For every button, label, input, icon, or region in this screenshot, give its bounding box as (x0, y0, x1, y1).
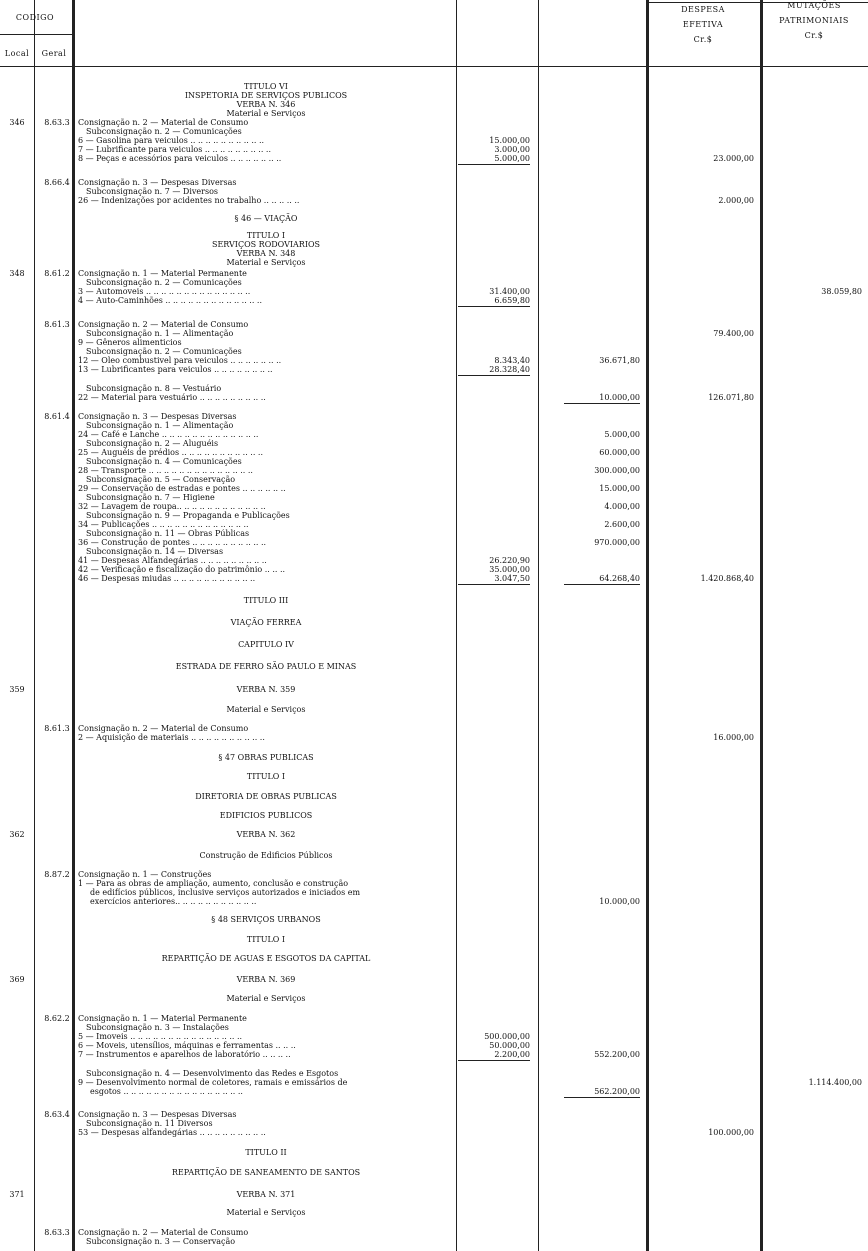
amount-despesa-efetiva: 23.000,00 (713, 154, 754, 163)
code-geral: 8.63.4 (44, 1110, 70, 1119)
amount-col2: 970.000,00 (594, 538, 640, 547)
amount-col1: 35.000,00 (489, 565, 530, 574)
subtotal-rule (564, 584, 640, 585)
amount-despesa-efetiva: 126.071,80 (708, 393, 754, 402)
line-description: 3 — Automoveis .. .. .. .. .. .. .. .. .. .. .. .. .. .. (78, 287, 251, 296)
section-heading: TITULO I (246, 772, 286, 781)
amount-col2: 10.000,00 (599, 393, 640, 402)
line-description: Consignação n. 3 — Despesas Diversas (78, 412, 237, 421)
subtotal-rule (458, 584, 530, 585)
line-description: Consignação n. 3 — Despesas Diversas (78, 1110, 237, 1119)
code-geral: 8.87.2 (44, 870, 70, 879)
rule-col1 (538, 0, 539, 1251)
header-despesa-l2: EFETIVA (682, 20, 724, 30)
line-description: 42 — Verificação e fiscalização do patrimônio .. .. .. (78, 565, 286, 574)
line-description: Subconsignação n. 9 — Propaganda e Publicações (86, 511, 290, 520)
section-heading: TITULO VI (244, 82, 288, 91)
line-description: Subconsignação n. 2 — Aluguéis (86, 439, 219, 448)
line-description: Subconsignação n. 8 — Vestuário (86, 384, 222, 393)
amount-col1: 500.000,00 (484, 1032, 530, 1041)
section-heading: Construção de Edificios Públicos (199, 851, 333, 860)
line-description: 8 — Peças e acessórios para veiculos .. .. .. .. .. .. .. (78, 154, 282, 163)
section-heading: TITULO III (243, 596, 289, 605)
subtotal-rule (458, 375, 530, 376)
header-despesa (646, 2, 760, 48)
section-heading: Material e Serviços (226, 705, 306, 714)
line-description: Subconsignação n. 4 — Desenvolvimento das Redes e Esgotos (86, 1069, 339, 1078)
code-local: 348 (9, 269, 25, 278)
line-description: 4 — Auto-Caminhões .. .. .. .. .. .. .. .. .. .. .. .. .. (78, 296, 263, 305)
line-description: 9 — Gêneros alimenticios (78, 338, 182, 347)
subtotal-rule (458, 306, 530, 307)
line-description: Subconsignação n. 14 — Diversas (86, 547, 224, 556)
code-local: 359 (9, 685, 25, 694)
code-geral: 8.61.3 (44, 724, 70, 733)
header-mutacoes-l2: PATRIMONIAIS (779, 16, 849, 26)
section-heading: Material e Serviços (226, 258, 306, 267)
line-description: 53 — Despesas alfandegárias .. .. .. .. .. .. .. .. .. (78, 1128, 266, 1137)
subtotal-rule (564, 1097, 640, 1098)
line-description: 6 — Moveis, utensílios, máquinas e ferramentas .. .. .. (78, 1041, 296, 1050)
line-description: 34 — Publicações .. .. .. .. .. .. .. .. .. .. .. .. .. (78, 520, 249, 529)
header-rule-bottom (0, 66, 868, 67)
amount-col1: 2.200,00 (494, 1050, 530, 1059)
section-heading: TITULO II (245, 1148, 287, 1157)
header-mutacoes (760, 0, 868, 44)
amount-col1: 15.000,00 (489, 136, 530, 145)
line-description: 25 — Auguéis de prédios .. .. .. .. .. .. .. .. .. .. .. (78, 448, 264, 457)
header-rule-top (0, 34, 72, 35)
amount-col1: 8.343,40 (494, 356, 530, 365)
amount-despesa-efetiva: 100.000,00 (708, 1128, 754, 1137)
amount-col2: 300.000,00 (594, 466, 640, 475)
code-geral: 8.61.3 (44, 320, 70, 329)
code-geral: 8.62.2 (44, 1014, 70, 1023)
rule-geral (72, 0, 75, 1251)
rule-local (34, 0, 35, 1251)
code-geral: 8.63.3 (44, 1228, 70, 1237)
amount-col1: 26.220,90 (489, 556, 530, 565)
line-description: Consignação n. 2 — Material de Consumo (78, 320, 249, 329)
header-geral: Geral (41, 49, 67, 58)
section-heading: EDIFICIOS PUBLICOS (219, 811, 313, 820)
amount-despesa-efetiva: 16.000,00 (713, 733, 754, 742)
amount-col1: 3.000,00 (494, 145, 530, 154)
line-description: exercícios anteriores.. .. .. .. .. .. .. .. .. .. .. (90, 897, 257, 906)
section-heading: VERBA N. 359 (236, 685, 296, 694)
section-heading: VERBA N. 369 (236, 975, 296, 984)
amount-mutacoes: 1.114.400,00 (808, 1078, 862, 1087)
line-description: Subconsignação n. 11 — Obras Públicas (86, 529, 250, 538)
section-heading: VERBA N. 348 (236, 249, 296, 258)
line-description: Subconsignação n. 5 — Conservação (86, 475, 236, 484)
header-local: Local (4, 49, 30, 58)
code-local: 362 (9, 830, 25, 839)
line-description: Subconsignação n. 1 — Alimentação (86, 329, 234, 338)
section-heading: DIRETORIA DE OBRAS PUBLICAS (195, 792, 337, 801)
line-description: 36 — Construção de pontes .. .. .. .. .. .. .. .. .. .. (78, 538, 267, 547)
section-heading: CAPITULO IV (238, 640, 294, 649)
section-heading: § 46 — VIAÇÃO (234, 214, 298, 223)
line-description: esgotos .. .. .. .. .. .. .. .. .. .. .. .. .. .. .. .. (90, 1087, 243, 1096)
amount-col1: 31.400,00 (489, 287, 530, 296)
amount-despesa-efetiva: 2.000,00 (718, 196, 754, 205)
section-heading: TITULO I (246, 231, 286, 240)
code-local: 346 (9, 118, 25, 127)
section-heading: ESTRADA DE FERRO SÃO PAULO E MINAS (175, 662, 357, 671)
line-description: Consignação n. 1 — Material Permanente (78, 269, 247, 278)
line-description: 29 — Conservação de estradas e pontes .. .. .. .. .. .. (78, 484, 286, 493)
header-mutacoes-l1: MUTAÇÕES (787, 1, 841, 10)
amount-col2: 5.000,00 (604, 430, 640, 439)
line-description: 2 — Aquisição de materiais .. .. .. .. .. .. .. .. .. .. (78, 733, 265, 742)
line-description: 7 — Instrumentos e aparelhos de laboratório .. .. .. .. (78, 1050, 291, 1059)
line-description: 7 — Lubrificante para veiculos .. .. .. .. .. .. .. .. .. (78, 145, 271, 154)
line-description: 28 — Transporte .. .. .. .. .. .. .. .. .. .. .. .. .. .. (78, 466, 253, 475)
section-heading: Material e Serviços (226, 109, 306, 118)
amount-col1: 5.000,00 (494, 154, 530, 163)
line-description: 9 — Desenvolvimento normal de coletores, ramais e emissários de (78, 1078, 348, 1087)
header-despesa-l3: Cr.$ (693, 35, 713, 45)
line-description: 1 — Para as obras de ampliação, aumento, conclusão e construção (78, 879, 349, 888)
line-description: 22 — Material para vestuário .. .. .. .. .. .. .. .. .. (78, 393, 266, 402)
amount-mutacoes: 38.059,80 (821, 287, 862, 296)
subtotal-rule (458, 1060, 530, 1061)
section-heading: VIAÇÃO FERREA (230, 618, 302, 627)
section-heading: REPARTIÇÃO DE SANEAMENTO DE SANTOS (171, 1168, 361, 1177)
amount-col2: 562.200,00 (594, 1087, 640, 1096)
amount-col2: 10.000,00 (599, 897, 640, 906)
line-description: Consignação n. 3 — Despesas Diversas (78, 178, 237, 187)
section-heading: § 47 OBRAS PUBLICAS (218, 753, 314, 762)
line-description: Subconsignação n. 11 Diversos (86, 1119, 213, 1128)
code-geral: 8.66.4 (44, 178, 70, 187)
rule-desc (456, 0, 457, 1251)
line-description: 6 — Gasolina para veiculos .. .. .. .. .. .. .. .. .. .. (78, 136, 265, 145)
line-description: Consignação n. 2 — Material de Consumo (78, 724, 249, 733)
amount-col2: 4.000,00 (604, 502, 640, 511)
line-description: 46 — Despesas miudas .. .. .. .. .. .. .. .. .. .. .. (78, 574, 256, 583)
amount-col2: 552.200,00 (594, 1050, 640, 1059)
header-codigo: CODIGO (15, 13, 55, 22)
amount-col2: 64.268,40 (599, 574, 640, 583)
section-heading: VERBA N. 346 (236, 100, 296, 109)
line-description: 12 — Oleo combustivel para veiculos .. .. .. .. .. .. .. (78, 356, 282, 365)
subtotal-rule (458, 164, 530, 165)
amount-col2: 2.600,00 (604, 520, 640, 529)
section-heading: INSPETORIA DE SERVIÇOS PUBLICOS (184, 91, 348, 100)
section-heading: Material e Serviços (226, 994, 306, 1003)
amount-col2: 15.000,00 (599, 484, 640, 493)
line-description: 41 — Despesas Alfandegárias .. .. .. .. .. .. .. .. .. (78, 556, 267, 565)
line-description: Subconsignação n. 4 — Comunicações (86, 457, 242, 466)
amount-despesa-efetiva: 79.400,00 (713, 329, 754, 338)
section-heading: § 48 SERVIÇOS URBANOS (211, 915, 321, 924)
code-geral: 8.61.2 (44, 269, 70, 278)
section-heading: Material e Serviços (226, 1208, 306, 1217)
amount-col2: 60.000,00 (599, 448, 640, 457)
line-description: Consignação n. 1 — Material Permanente (78, 1014, 247, 1023)
header-despesa-l1: DESPESA (681, 5, 725, 14)
line-description: Subconsignação n. 1 — Alimentação (86, 421, 234, 430)
header-mutacoes-l3: Cr.$ (804, 31, 824, 41)
line-description: Subconsignação n. 2 — Comunicações (86, 127, 242, 136)
line-description: Subconsignação n. 7 — Diversos (86, 187, 219, 196)
line-description: 24 — Café e Lanche .. .. .. .. .. .. .. .. .. .. .. .. .. (78, 430, 259, 439)
amount-col1: 50.000,00 (489, 1041, 530, 1050)
line-description: Consignação n. 1 — Construções (78, 870, 212, 879)
amount-col2: 36.671,80 (599, 356, 640, 365)
section-heading: TITULO I (246, 935, 286, 944)
amount-despesa-efetiva: 1.420.868,40 (700, 574, 754, 583)
section-heading: SERVIÇOS RODOVIARIOS (211, 240, 321, 249)
section-heading: VERBA N. 362 (236, 830, 296, 839)
line-description: 26 — Indenizações por acidentes no trabalho .. .. .. .. .. (78, 196, 300, 205)
line-description: 13 — Lubrificantes para veiculos .. .. .. .. .. .. .. .. (78, 365, 273, 374)
amount-col1: 6.659,80 (494, 296, 530, 305)
code-local: 369 (9, 975, 25, 984)
line-description: 32 — Lavagem de roupa.. .. .. .. .. .. .. .. .. .. .. .. (78, 502, 266, 511)
line-description: Subconsignação n. 2 — Comunicações (86, 278, 242, 287)
line-description: Subconsignação n. 7 — Higiene (86, 493, 215, 502)
code-geral: 8.63.3 (44, 118, 70, 127)
amount-col1: 3.047,50 (494, 574, 530, 583)
line-description: Consignação n. 2 — Material de Consumo (78, 1228, 249, 1237)
rule-col2 (646, 0, 649, 1251)
code-geral: 8.61.4 (44, 412, 70, 421)
line-description: Subconsignação n. 3 — Instalações (86, 1023, 229, 1032)
code-local: 371 (9, 1190, 25, 1199)
amount-col1: 28.328,40 (489, 365, 530, 374)
line-description: de edifícios públicos, inclusive serviços autorizados e iniciados em (90, 888, 361, 897)
section-heading: VERBA N. 371 (236, 1190, 296, 1199)
subtotal-rule (564, 403, 640, 404)
line-description: Subconsignação n. 2 — Comunicações (86, 347, 242, 356)
line-description: Subconsignação n. 3 — Conservação (86, 1237, 236, 1246)
rule-col3 (760, 0, 763, 1251)
section-heading: REPARTIÇÃO DE AGUAS E ESGOTOS DA CAPITAL (161, 954, 371, 963)
line-description: Consignação n. 2 — Material de Consumo (78, 118, 249, 127)
line-description: 5 — Imoveis .. .. .. .. .. .. .. .. .. .. .. .. .. .. .. (78, 1032, 243, 1041)
